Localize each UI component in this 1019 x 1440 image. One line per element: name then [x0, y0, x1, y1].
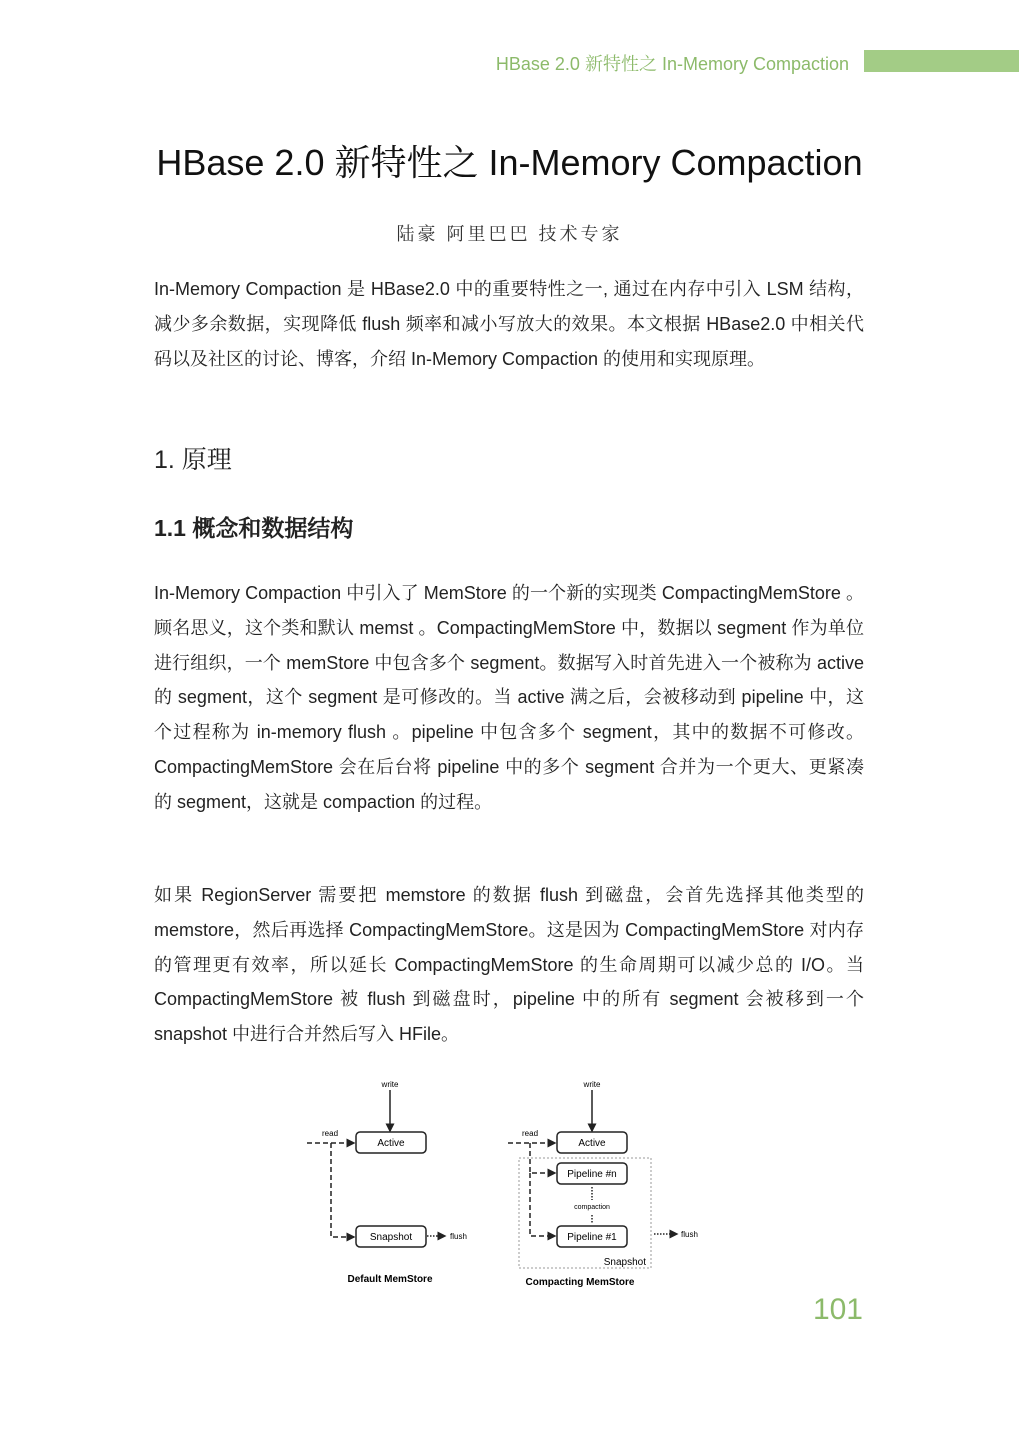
compacting-memstore-caption: Compacting MemStore: [525, 1277, 635, 1288]
header-accent-bar: [864, 50, 1019, 72]
snapshot-box-label: Snapshot: [369, 1232, 413, 1243]
section-heading: 1. 原理: [154, 446, 232, 474]
write-label-2: write: [583, 1080, 601, 1089]
write-label: write: [381, 1080, 399, 1089]
body-paragraph-2: 如果 RegionServer 需要把 memstore 的数据 flush 到磁盘，会首先选择其他类型的 memstore，然后再选择 CompactingMemStore。这是因为 CompactingMemStore 对内存的管理更有效率，所以延长 CompactingMemStore 的生命周期可以减少总的 I/O。当 CompactingMemStore 被 flush 到磁盘时，pipeline 中的所有 segment 会被移到一个 snapshot 中进行合并然后写入 HFile。: [154, 885, 864, 1045]
flush-label: flush: [450, 1232, 467, 1241]
active-box-label-2: Active: [578, 1138, 606, 1149]
snapshot-region-label: Snapshot: [603, 1257, 646, 1268]
compaction-label: compaction: [574, 1204, 610, 1211]
read-label-2: read: [522, 1129, 539, 1138]
pipeline-1-label: Pipeline #1: [567, 1232, 617, 1243]
author-line: 陆豪 阿里巴巴 技术专家: [396, 224, 623, 244]
active-box-label: Active: [377, 1138, 405, 1149]
flush-label-2: flush: [681, 1230, 698, 1239]
pipeline-n-label: Pipeline #n: [567, 1169, 617, 1180]
page-title: HBase 2.0 新特性之 In-Memory Compaction: [156, 142, 863, 183]
page-number: 101: [812, 1293, 863, 1326]
memstore-diagram: [300, 1075, 720, 1290]
default-memstore-caption: Default MemStore: [347, 1274, 433, 1285]
subsection-heading: 1.1 概念和数据结构: [154, 515, 354, 541]
default-memstore: [307, 1090, 445, 1247]
read-label: read: [322, 1129, 339, 1138]
intro-paragraph: In-Memory Compaction 是 HBase2.0 中的重要特性之一, 通过在内存中引入 LSM 结构，减少多余数据，实现降低 flush 频率和减小写放大的效果。本文根据 HBase2.0 中相关代码以及社区的讨论、博客，介绍 In-Memory Compaction 的使用和实现原理。: [154, 279, 864, 369]
running-header-title: HBase 2.0 新特性之 In-Memory Compaction: [495, 54, 849, 74]
body-paragraph-1: In-Memory Compaction 中引入了 MemStore 的一个新的实现类 CompactingMemStore 。顾名思义，这个类和默认 memst 。CompactingMemStore 中，数据以 segment 作为单位进行组织，一个 memStore 中包含多个 segment。数据写入时首先进入一个被称为 active 的 segment，这个 segment 是可修改的。当 active 满之后，会被移动到 pipeline 中，这个过程称为 in-memory flush 。pipeline 中包含多个 segment，其中的数据不可修改。CompactingMemStore 会在后台将 pipeline 中的多个 segment 合并为一个更大、更紧凑的 segment，这就是 compaction 的过程。: [154, 583, 864, 812]
